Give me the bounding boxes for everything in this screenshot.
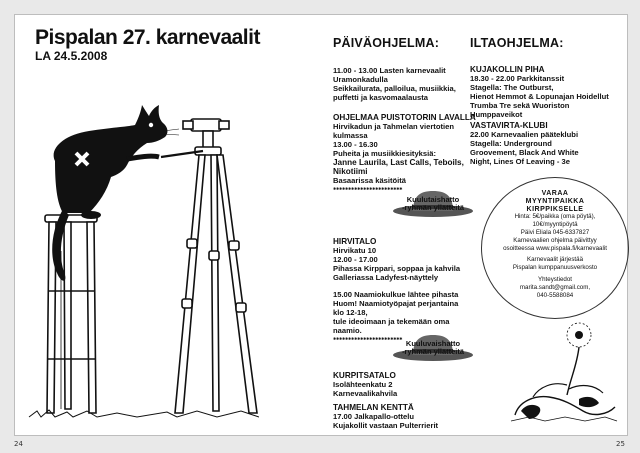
section-heading: KUJAKOLLIN PIHA (470, 65, 545, 74)
program-line: Night, Lines Of Leaving - 3e (470, 157, 570, 166)
day-section-tahmelan-kentta (333, 403, 438, 430)
hat-label-line: Kuuluvaishatto (405, 339, 461, 348)
evening-program-heading: ILTAOHJELMA: (470, 36, 564, 50)
page-title: Pispalan 27. karnevaalit (35, 26, 260, 49)
program-line: kulmassa (333, 131, 368, 140)
program-line: 22.00 Karnevaalien pääteklubi (470, 130, 579, 139)
grass-drawing (29, 410, 259, 417)
program-line: Groovement, Black And White (470, 148, 579, 157)
page-number-right: 25 (616, 440, 625, 448)
flea-heading: MYYNTIPAIKKA (525, 197, 585, 205)
section-heading: OHJELMAA PUISTOTORIN LAVALLA (333, 113, 476, 122)
day-section-hirvitalo (333, 237, 460, 344)
flea-line: Päivi Eliala 045-6337827 (520, 228, 590, 236)
dandelion-illustration (509, 315, 619, 425)
telescope-drawing (161, 119, 229, 157)
event-date: LA 24.5.2008 (35, 49, 108, 63)
flea-line: osoitteessa www.pispala.fi/karnevaalit (503, 244, 607, 252)
program-line: Hirvikadun ja Tahmelan viertotien (333, 122, 454, 131)
flea-heading: VARAA (541, 190, 569, 197)
program-line: 17.00 Jalkapallo-ottelu (333, 412, 415, 421)
program-line: Karnevaalikahvila (333, 389, 398, 398)
program-line: 12.00 - 17.00 (333, 255, 378, 264)
section-heading: KURPITSATALO (333, 371, 396, 380)
flea-line: Karnevaalien ohjelma päivittyy (513, 236, 597, 244)
day-section-puistotori (333, 113, 476, 194)
program-line: Uramonkadulla (333, 75, 388, 84)
hat-label (391, 340, 475, 356)
program-line: Pihassa Kirppari, soppaa ja kahvila (333, 264, 461, 273)
hat-label-line: -ryhmän yllätteitä (401, 347, 465, 356)
program-line: Hienot Hemmot & Lopunajan Hoidellut (470, 92, 609, 101)
section-heading: HIRVITALO (333, 237, 377, 246)
flea-line: Pispalan kumppanuusverkosto (512, 264, 598, 272)
program-line: 11.00 - 13.00 Lasten karnevaalit (333, 66, 446, 75)
program-line: Galleriassa Ladyfest-näyttely (333, 273, 439, 282)
flea-line: 10€/myyntipöytä (532, 221, 578, 229)
program-line: 13.00 - 16.30 (333, 140, 378, 149)
page-number-left: 24 (14, 440, 23, 448)
program-line: Stagella: Underground (470, 139, 552, 148)
day-section-kurpitsatalo (333, 371, 397, 398)
brochure-spread (14, 14, 628, 436)
program-line: 18.30 - 22.00 Parkkitanssit (470, 74, 565, 83)
flea-line: Yhteystiedot (537, 275, 573, 283)
program-line (333, 282, 460, 290)
program-line: naamio. (333, 326, 362, 335)
flea-line: marita.sandt@gmail.com, (519, 283, 591, 291)
program-line: Isolähteenkatu 2 (333, 380, 393, 389)
flea-line: Karnevaalit järjestää (526, 256, 584, 264)
program-line: Kujakollit vastaan Pulterrierit (333, 421, 439, 430)
program-line: Janne Laurila, Last Calls, Teboils, (333, 158, 464, 167)
program-line: Nikotiimi (333, 167, 368, 176)
day-section-uramonkadulla (333, 66, 456, 102)
hat-badge (391, 331, 475, 363)
dotted-divider: ✱✱✱✱✱✱✱✱✱✱✱✱✱✱✱✱✱✱✱✱✱✱✱ (333, 186, 403, 192)
evening-section-kujakollin-piha (470, 65, 609, 119)
program-line: Puheita ja musiikkiesityksiä: (333, 149, 436, 158)
program-line: Stagella: The Outburst, (470, 83, 554, 92)
program-line: Basaarissa käsitöitä (333, 176, 407, 185)
program-line: 15.00 Naamiokulkue lähtee pihasta (333, 290, 459, 299)
cat-telescope-illustration (27, 91, 259, 423)
program-line: Hirvikatu 10 (333, 246, 377, 255)
flea-market-info-circle (481, 177, 629, 319)
hat-badge (391, 187, 475, 219)
tripod-drawing (175, 155, 257, 413)
program-line: Humppaveikot (470, 110, 523, 119)
section-heading: TAHMELAN KENTTÄ (333, 403, 414, 412)
flea-heading: KIRPPIKSELLE (526, 205, 584, 213)
section-heading: VASTAVIRTA-KLUBI (470, 121, 548, 130)
flea-line: 040-5588084 (536, 291, 574, 299)
program-line: Seikkailurata, palloilua, musiikkia, (333, 84, 456, 93)
title-block (35, 27, 260, 63)
hat-label-line: -ryhmän yllätteitä (401, 203, 465, 212)
program-line: Trumba Tre sekä Wuoriston (470, 101, 570, 110)
program-line: tule ideoimaan ja tekemään oma (333, 317, 450, 326)
flea-line: Hinta: 5€/paikka (oma pöytä), (514, 213, 596, 221)
program-line: puffetti ja kasvomaalausta (333, 93, 428, 102)
evening-section-vastavirta (470, 121, 579, 166)
program-line: Huom! Naamiotyöpajat perjantaina (333, 299, 459, 308)
program-line: klo 12-18, (333, 308, 368, 317)
hat-label (391, 196, 475, 212)
dotted-divider: ✱✱✱✱✱✱✱✱✱✱✱✱✱✱✱✱✱✱✱✱✱✱✱ (333, 336, 403, 342)
day-program-heading: PÄIVÄOHJELMA: (333, 36, 440, 50)
hat-label-line: Kuulutaishatto (406, 195, 460, 204)
